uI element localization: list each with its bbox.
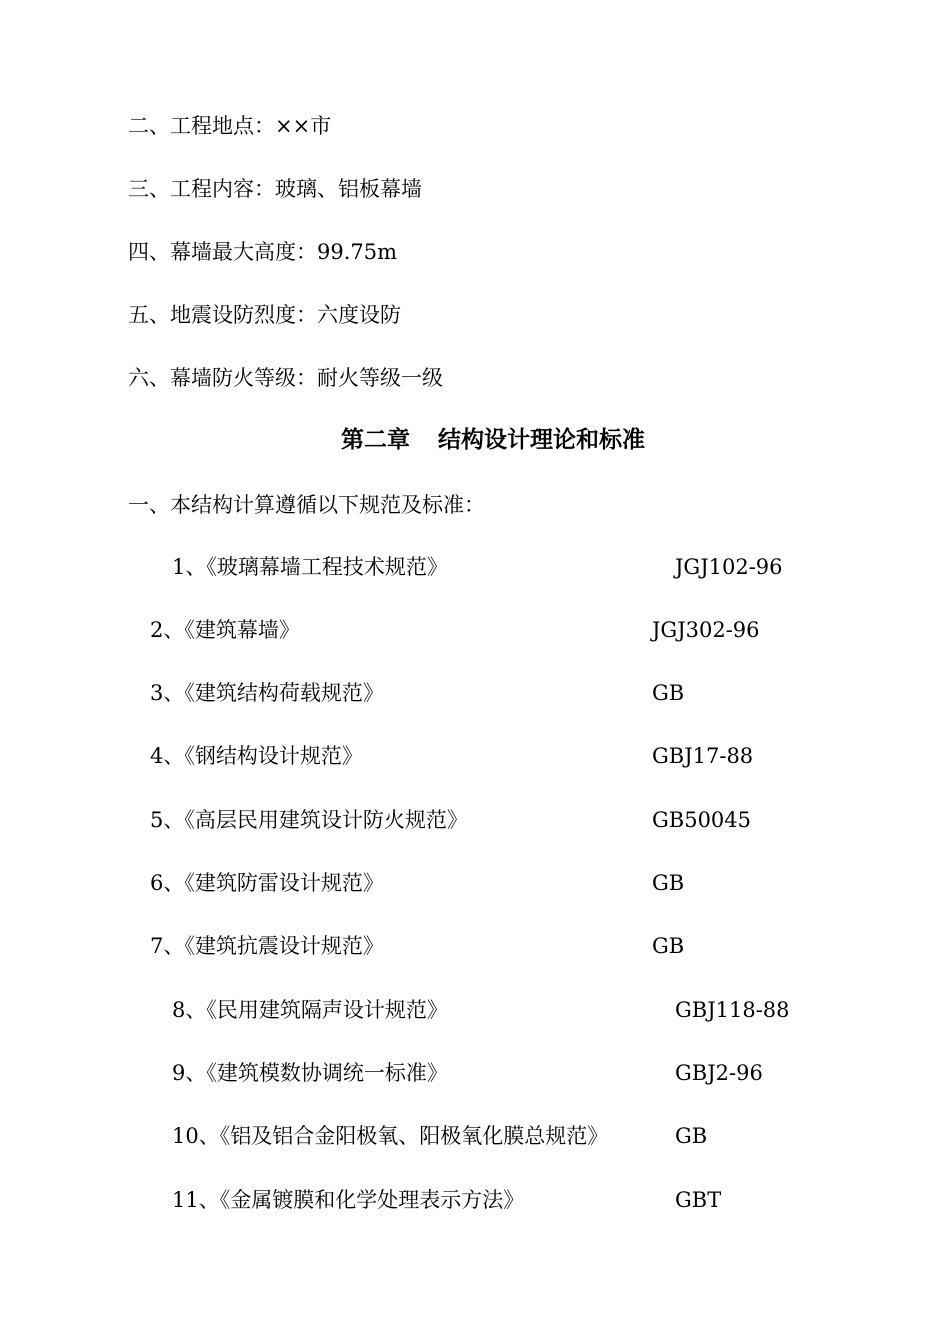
standard-name: 2、《建筑幕墙》 (150, 618, 300, 642)
standard-code: GB50045 (652, 808, 752, 832)
standard-code: GBJ17-88 (652, 744, 754, 768)
curtain-wall-max-height: 四、幕墙最大高度：99.75m (128, 240, 398, 264)
standard-name: 8、《民用建筑隔声设计规范》 (172, 998, 448, 1022)
standard-code: GB (652, 934, 685, 958)
standard-code: GBJ118-88 (675, 998, 790, 1022)
standard-code: GBT (675, 1188, 722, 1212)
standard-code: JGJ102-96 (675, 555, 783, 579)
standard-name: 5、《高层民用建筑设计防火规范》 (150, 808, 468, 832)
project-content: 三、工程内容：玻璃、铝板幕墙 (128, 177, 422, 201)
standard-code: GBJ2-96 (675, 1061, 763, 1085)
standard-code: GB (652, 871, 685, 895)
standard-name: 11、《金属镀膜和化学处理表示方法》 (172, 1188, 525, 1212)
standard-name: 9、《建筑模数协调统一标准》 (172, 1061, 448, 1085)
standard-name: 4、《钢结构设计规范》 (150, 744, 363, 768)
standard-name: 1、《玻璃幕墙工程技术规范》 (172, 555, 448, 579)
seismic-intensity: 五、地震设防烈度：六度设防 (128, 303, 401, 327)
fire-rating: 六、幕墙防火等级：耐火等级一级 (128, 366, 443, 390)
chapter-number: 第二章 (341, 426, 410, 453)
chapter-heading (0, 425, 950, 455)
standard-code: GB (652, 681, 685, 705)
standard-name: 7、《建筑抗震设计规范》 (150, 934, 384, 958)
standard-code: JGJ302-96 (652, 618, 760, 642)
standard-name: 6、《建筑防雷设计规范》 (150, 871, 384, 895)
standard-name: 10、《铝及铝合金阳极氧、阳极氧化膜总规范》 (172, 1124, 609, 1148)
section-intro: 一、本结构计算遵循以下规范及标准： (128, 493, 485, 517)
chapter-title: 结构设计理论和标准 (438, 426, 645, 453)
standard-code: GB (675, 1124, 708, 1148)
standard-name: 3、《建筑结构荷载规范》 (150, 681, 384, 705)
project-location: 二、工程地点：××市 (128, 114, 332, 138)
